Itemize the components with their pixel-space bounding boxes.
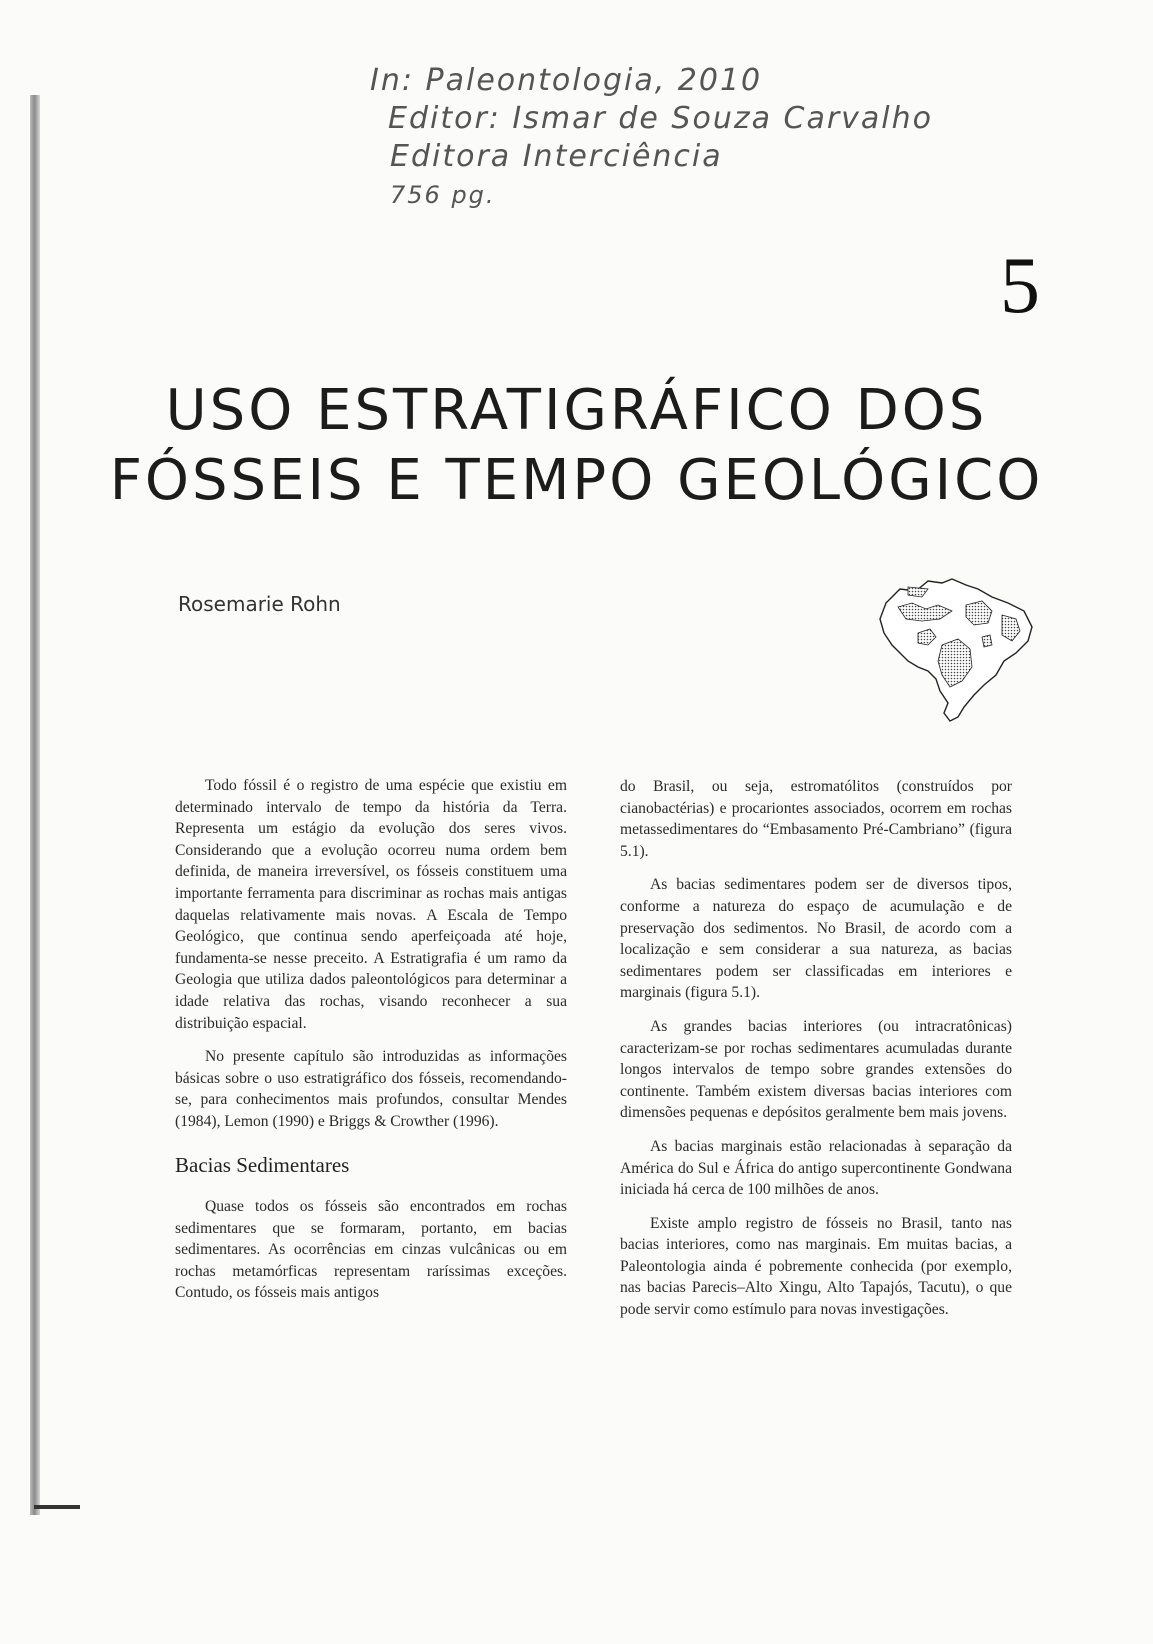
brazil-map-icon [878,575,1036,725]
right-text-column [620,776,1012,1333]
handwritten-line: 756 pg. [390,181,496,209]
handwritten-citation-note [370,62,1090,214]
page-binding-edge [30,95,40,1515]
body-paragraph: As grandes bacias interiores (ou intracratônicas) caracterizam-se por rochas sedimentares acumuladas durante longos intervalos de tempo sobre grandes extensões do continente. Também existem diversas bacias interiores com dimensões pequenas e depósitos geralmente bem mais jovens. [620,1017,1012,1122]
chapter-number: 5 [1000,242,1040,330]
body-paragraph: Existe amplo registro de fósseis no Brasil, tanto nas bacias interiores, como nas marginais. Em muitas bacias, a Paleontologia ainda é pobremente conhecida (por exemplo, nas bacias Parecis–Alto Xingu, Alto Tapajós, Tacutu), o que pode servir como estímulo para novas investigações. [620,1214,1012,1319]
chapter-title-line: USO ESTRATIGRÁFICO DOS [165,378,988,443]
chapter-title [0,376,1153,516]
body-paragraph: As bacias marginais estão relacionadas à separação da América do Sul e África do antigo supercontinente Gondwana iniciada há cerca de 100 milhões de anos. [620,1137,1012,1199]
body-paragraph: Todo fóssil é o registro de uma espécie que existiu em determinado intervalo de tempo da história da Terra. Representa um estágio da evolução dos seres vivos. Considerando que a evolução ocorreu numa ordem bem definida, de maneira irreversível, os fósseis constituem uma importante ferramenta para discriminar as rochas mais antigas daquelas relativamente mais novas. A Escala de Tempo Geológico, que continua sendo aperfeiçoada até hoje, fundamenta-se nesse preceito. A Estratigrafia é um ramo da Geologia que utiliza dados paleontológicos para determinar a idade relativa das rochas, visando reconhecer a sua distribuição espacial. [175,777,567,1032]
handwritten-line: Editor: Ismar de Souza Carvalho [388,101,934,136]
handwritten-line: In: Paleontologia, 2010 [370,63,763,98]
body-paragraph: As bacias sedimentares podem ser de diversos tipos, conforme a natureza do espaço de acumulação e de preservação dos sedimentos. No Brasil, de acordo com a localização e sem considerar a sua natureza, as bacias sedimentares podem ser classificadas em interiores e marginais (figura 5.1). [620,876,1012,1002]
page-binding-edge-foot [34,1505,80,1509]
body-paragraph: Quase todos os fósseis são encontrados em rochas sedimentares que se formaram, portanto, em bacias sedimentares. As ocorrências em cinzas vulcânicas ou em rochas metamórficas representam raríssimas exceções. Contudo, os fósseis mais antigos [175,1198,567,1302]
handwritten-line: Editora Interciência [390,139,723,174]
chapter-title-line: FÓSSEIS E TEMPO GEOLÓGICO [109,448,1044,513]
body-paragraph: No presente capítulo são introduzidas as informações básicas sobre o uso estratigráfico dos fósseis, recomendando-se, para conhecimentos mais profundos, consultar Mendes (1984), Lemon (1990) e Briggs & Crowther (1996). [175,1048,567,1130]
section-heading: Bacias Sedimentares [175,1152,350,1177]
author-name: Rosemarie Rohn [178,592,341,616]
left-text-column [175,775,567,1316]
body-paragraph: do Brasil, ou seja, estromatólitos (construídos por cianobactérias) e procariontes associados, ocorrem em rochas metassedimentares do “Embasamento Pré-Cambriano” (figura 5.1). [620,778,1012,860]
